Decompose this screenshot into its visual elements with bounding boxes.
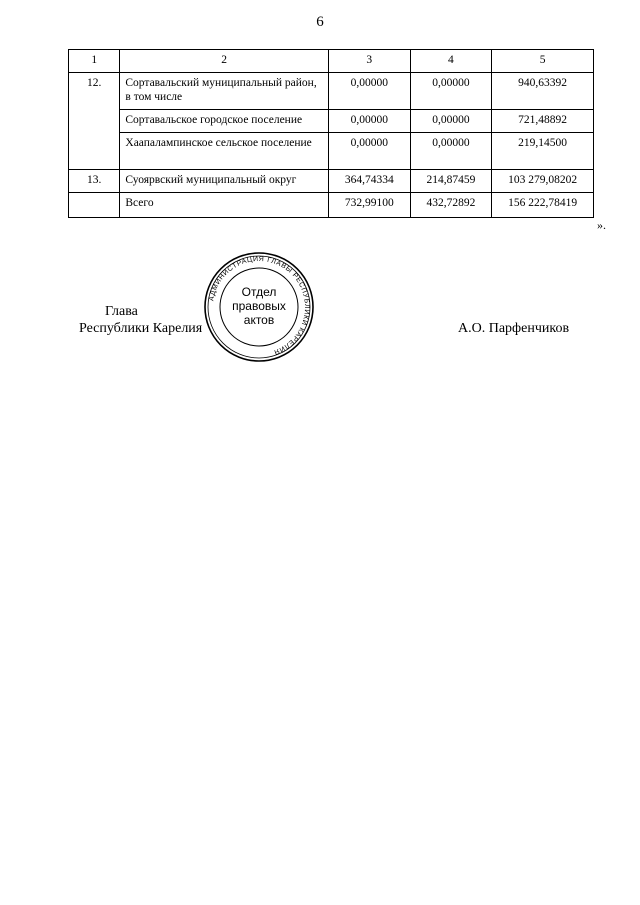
table-row: [69, 73, 594, 110]
row-value-5: 219,14500: [492, 133, 594, 170]
row-value-4: 0,00000: [410, 110, 492, 133]
header-cell-1: 1: [69, 50, 120, 73]
header-cell-2: 2: [120, 50, 329, 73]
row-name: Сортавальский муниципальный район, в том числе: [120, 73, 329, 110]
row-value-5: 103 279,08202: [492, 170, 594, 193]
header-cell-3: 3: [328, 50, 410, 73]
stamp-center-line2: правовых: [232, 299, 286, 313]
row-number: [69, 193, 120, 218]
row-number: 13.: [69, 170, 120, 193]
row-value-4: 0,00000: [410, 73, 492, 110]
signatory-title-line1: Глава: [105, 304, 138, 319]
data-table: [68, 49, 594, 218]
table-total-row: [69, 193, 594, 218]
signatory-name: А.О. Парфенчиков: [458, 321, 570, 336]
header-cell-4: 4: [410, 50, 492, 73]
row-value-3: 364,74334: [328, 170, 410, 193]
stamp-center-line1: Отдел: [241, 285, 277, 299]
table-header-row: [69, 50, 594, 73]
row-value-5: 940,63392: [492, 73, 594, 110]
row-value-3: 732,99100: [328, 193, 410, 218]
stamp-seal: [201, 252, 317, 362]
row-name: Всего: [120, 193, 329, 218]
signatory-title-line2: Республики Карелия: [79, 321, 203, 336]
row-name: Хаапалампинское сельское поселение: [120, 133, 329, 170]
table-row: [69, 170, 594, 193]
row-value-4: 432,72892: [410, 193, 492, 218]
row-value-4: 0,00000: [410, 133, 492, 170]
table-row: [69, 133, 594, 170]
header-cell-5: 5: [492, 50, 594, 73]
row-value-4: 214,87459: [410, 170, 492, 193]
row-name: Суоярвский муниципальный округ: [120, 170, 329, 193]
row-value-5: 156 222,78419: [492, 193, 594, 218]
row-name: Сортавальское городское поселение: [120, 110, 329, 133]
row-number: 12.: [69, 73, 120, 170]
stamp-center-line3: актов: [243, 313, 275, 327]
page-number: 6: [316, 14, 324, 30]
row-value-3: 0,00000: [328, 133, 410, 170]
row-value-3: 0,00000: [328, 73, 410, 110]
row-value-3: 0,00000: [328, 110, 410, 133]
row-value-5: 721,48892: [492, 110, 594, 133]
closing-quote: ».: [597, 218, 606, 232]
stamp-ring-text: АДМИНИСТРАЦИЯ ГЛАВЫ РЕСПУБЛИКИ КАРЕЛИЯ: [208, 255, 311, 356]
table-row: [69, 110, 594, 133]
